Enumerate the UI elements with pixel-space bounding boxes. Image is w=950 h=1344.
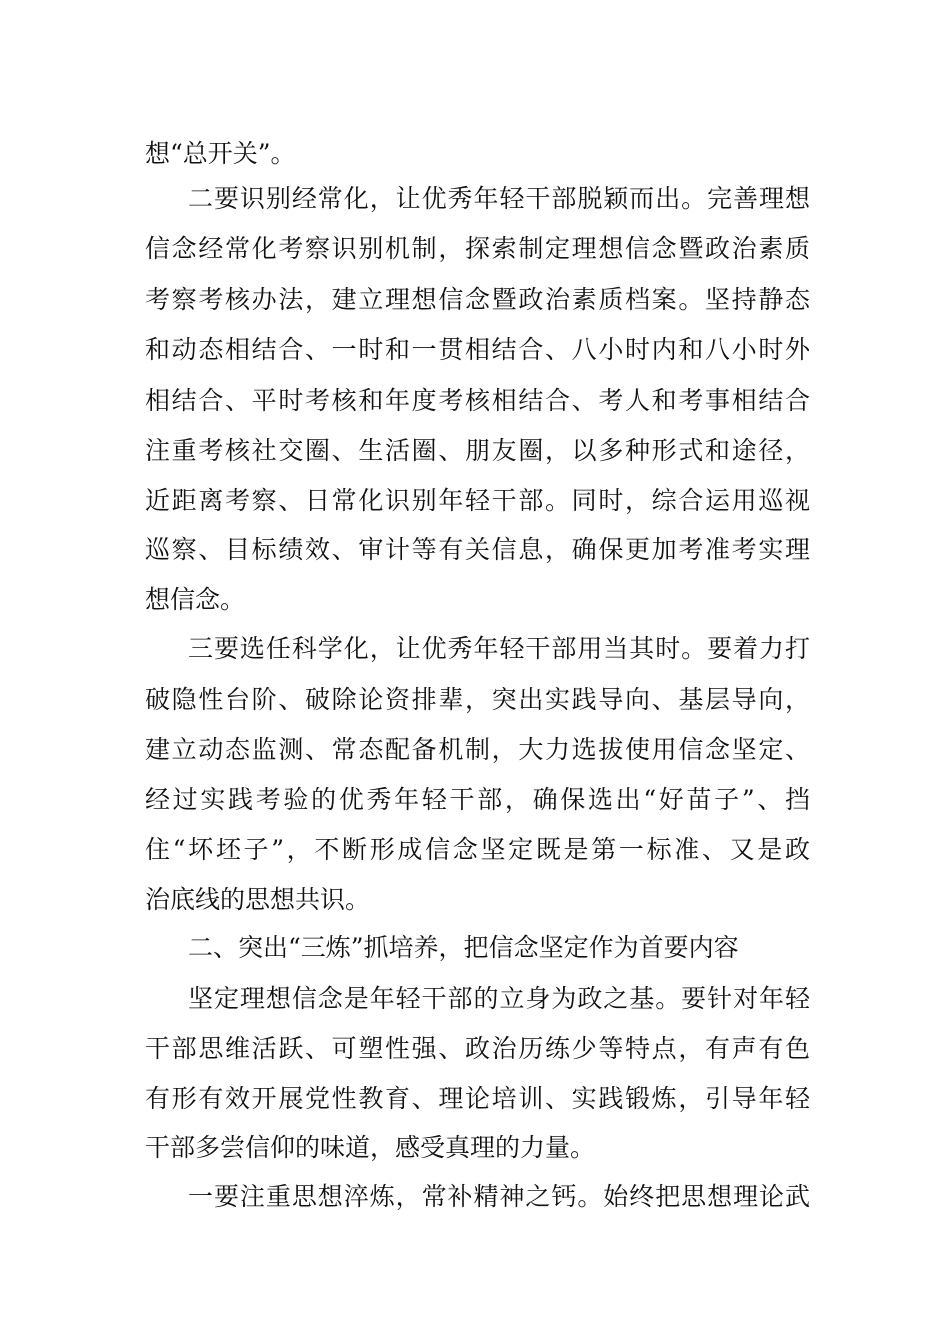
text-line-21: 干部多尝信仰的味道，感受真理的力量。: [145, 1133, 596, 1162]
text-line-15: 住“坏坯子”，不断形成信念坚定既是第一标准、又是政: [145, 835, 810, 864]
text-line-11: 三要选任科学化，让优秀年轻干部用当其时。要着力打: [188, 634, 810, 663]
text-line-13: 建立动态监测、常态配备机制，大力选拔使用信念坚定、: [145, 735, 810, 764]
text-line-20: 有形有效开展党性教育、理论培训、实践锻炼，引导年轻: [145, 1084, 810, 1113]
section-heading: 二、突出“三炼”抓培养，把信念坚定作为首要内容: [188, 933, 739, 962]
text-line-22: 一要注重思想淬炼，常补精神之钙。始终把思想理论武: [188, 1182, 810, 1211]
text-line-5: 和动态相结合、一时和一贯相结合、八小时内和八小时外: [145, 335, 810, 364]
text-line-10: 想信念。: [145, 585, 246, 614]
text-line-4: 考察考核办法，建立理想信念暨政治素质档案。坚持静态: [145, 285, 810, 314]
text-line-2: 二要识别经常化，让优秀年轻干部脱颖而出。完善理想: [188, 184, 810, 213]
text-line-16: 治底线的思想共识。: [145, 885, 371, 914]
text-line-1: 想“总开关”。: [145, 139, 296, 168]
text-line-18: 坚定理想信念是年轻干部的立身为政之基。要针对年轻: [188, 984, 810, 1013]
text-line-6: 相结合、平时考核和年度考核相结合、考人和考事相结合: [145, 386, 810, 415]
text-line-19: 干部思维活跃、可塑性强、政治历练少等特点，有声有色: [145, 1034, 810, 1063]
text-line-8: 近距离考察、日常化识别年轻干部。同时，综合运用巡视: [145, 486, 810, 515]
text-line-7: 注重考核社交圈、生活圈、朋友圈，以多种形式和途径，: [145, 436, 810, 465]
text-line-14: 经过实践考验的优秀年轻干部，确保选出“好苗子”、挡: [145, 785, 810, 814]
text-line-9: 巡察、目标绩效、审计等有关信息，确保更加考准考实理: [145, 535, 810, 564]
text-line-3: 信念经常化考察识别机制，探索制定理想信念暨政治素质: [145, 234, 810, 263]
text-line-12: 破隐性台阶、破除论资排辈，突出实践导向、基层导向，: [145, 685, 810, 714]
